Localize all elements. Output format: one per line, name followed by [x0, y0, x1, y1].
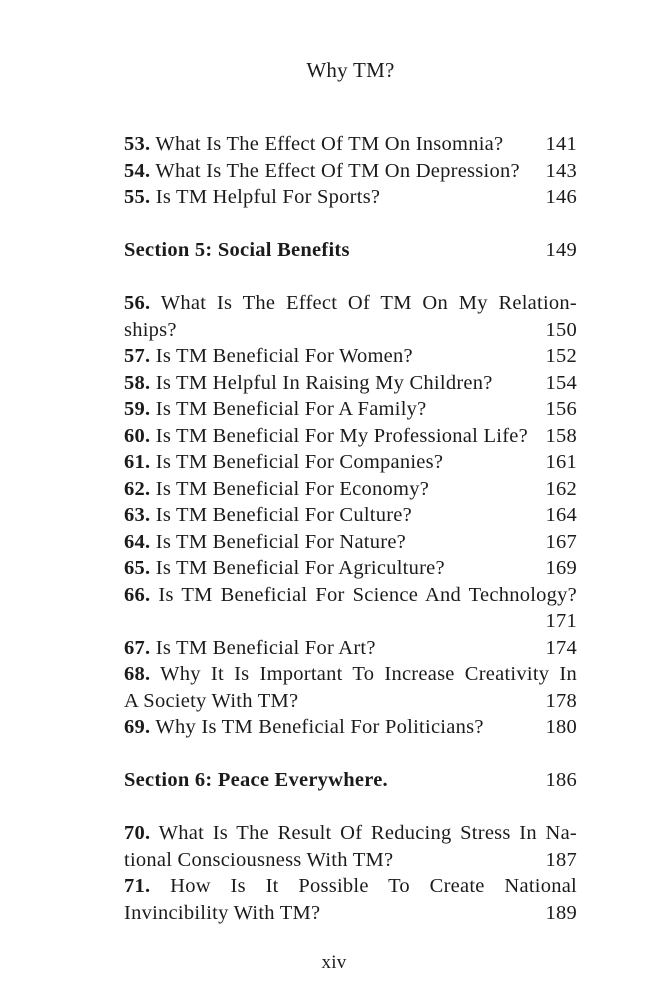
entry-question-line — [124, 158, 520, 185]
entry-page-number: 141 — [545, 133, 577, 155]
entry-number: 70. — [124, 822, 151, 844]
entry-page-number: 161 — [545, 451, 577, 473]
entry-question: How Is It Possible To Create National — [170, 875, 578, 897]
section-heading-row — [124, 767, 577, 794]
entry-question: Is TM Beneficial For A Family? — [155, 398, 427, 420]
entry-number: 53. — [124, 133, 151, 155]
entry-page-number: 162 — [545, 477, 577, 500]
entry-page-number: 171 — [545, 610, 577, 632]
entry-page-number: 189 — [545, 901, 577, 924]
entry-question: Why Is TM Beneficial For Politicians? — [155, 716, 484, 738]
entry-number: 65. — [124, 557, 151, 579]
entry-question: What Is The Effect Of TM On Insomnia? — [155, 133, 504, 155]
entry-page-number: 164 — [545, 504, 577, 526]
entry-number: 56. — [124, 292, 151, 314]
entry-question-line2 — [124, 317, 577, 344]
entry-question-line2 — [124, 688, 577, 715]
entry-page-number: 187 — [545, 848, 577, 871]
entry-question-line — [124, 476, 429, 503]
table-of-contents — [124, 131, 577, 926]
entry-question: Why It Is Important To Increase Creativity In — [160, 663, 577, 685]
entry-question-line — [124, 370, 493, 397]
toc-entry — [124, 502, 577, 529]
entry-question: Is TM Beneficial For Women? — [155, 345, 413, 367]
entry-question: Is TM Beneficial For Science And Technology? — [158, 583, 577, 606]
toc-entry — [124, 635, 577, 662]
entry-question: Is TM Helpful For Sports? — [155, 186, 381, 208]
entry-question-continuation: ships? — [124, 318, 177, 341]
toc-entry — [124, 396, 577, 423]
section-page-number: 186 — [545, 769, 577, 791]
entry-question-line1 — [124, 582, 577, 609]
toc-section-group — [124, 767, 577, 794]
entry-number: 58. — [124, 371, 151, 394]
entry-question-line — [124, 529, 406, 556]
toc-entry-group — [124, 820, 577, 926]
toc-entry — [124, 184, 577, 211]
entry-page-number: 169 — [545, 557, 577, 579]
entry-number: 54. — [124, 159, 151, 182]
section-heading: Section 6: Peace Everywhere. — [124, 769, 388, 791]
toc-section-group — [124, 237, 577, 264]
entry-question-line1 — [124, 290, 577, 317]
entry-question-continuation: A Society With TM? — [124, 689, 299, 712]
entry-question-line — [124, 502, 412, 529]
section-heading-row — [124, 237, 577, 264]
entry-number: 62. — [124, 477, 151, 500]
entry-question-line — [124, 555, 445, 582]
entry-question-line — [124, 396, 427, 423]
entry-question: Is TM Beneficial For Economy? — [155, 477, 430, 500]
entry-number: 68. — [124, 663, 151, 685]
entry-question-line — [124, 423, 528, 450]
entry-question: What Is The Effect Of TM On Depression? — [155, 159, 520, 182]
entry-question-line — [124, 449, 443, 476]
entry-question-continuation: Invincibility With TM? — [124, 901, 321, 924]
toc-entry — [124, 873, 577, 926]
entry-question-line2 — [124, 900, 577, 927]
entry-number: 61. — [124, 451, 151, 473]
entry-question-line1 — [124, 661, 577, 688]
entry-question: What Is The Effect Of TM On My Relation- — [160, 292, 577, 314]
running-header: Why TM? — [306, 58, 395, 82]
entry-question-line — [124, 184, 380, 211]
entry-question: Is TM Beneficial For Nature? — [155, 530, 407, 553]
entry-question-line — [124, 131, 503, 158]
entry-page-number: 150 — [545, 318, 577, 341]
entry-number: 66. — [124, 583, 151, 606]
entry-number: 57. — [124, 345, 151, 367]
entry-question-line1 — [124, 820, 577, 847]
entry-page-number: 180 — [545, 716, 577, 738]
toc-entry — [124, 290, 577, 343]
entry-number: 64. — [124, 530, 151, 553]
entry-question-line2 — [124, 847, 577, 874]
entry-page-number: 143 — [545, 159, 577, 182]
entry-page-number: 158 — [545, 424, 577, 447]
toc-entry — [124, 370, 577, 397]
toc-entry — [124, 158, 577, 185]
toc-entry — [124, 449, 577, 476]
entry-question: Is TM Beneficial For My Professional Life? — [155, 424, 528, 447]
entry-page-number: 178 — [545, 689, 577, 712]
entry-page-number: 167 — [545, 530, 577, 553]
section-heading: Section 5: Social Benefits — [124, 239, 350, 261]
toc-entry — [124, 820, 577, 873]
toc-entry — [124, 423, 577, 450]
entry-number: 71. — [124, 875, 151, 897]
entry-number: 69. — [124, 716, 151, 738]
entry-page-number: 174 — [545, 636, 577, 659]
entry-page-number: 156 — [545, 398, 577, 420]
entry-question-continuation: tional Consciousness With TM? — [124, 848, 394, 871]
toc-entry — [124, 555, 577, 582]
toc-entry-group — [124, 131, 577, 211]
entry-question: Is TM Beneficial For Art? — [155, 636, 376, 659]
entry-question: Is TM Helpful In Raising My Children? — [155, 371, 493, 394]
toc-entry — [124, 476, 577, 503]
entry-question-line — [124, 635, 376, 662]
toc-entry — [124, 714, 577, 741]
entry-question: Is TM Beneficial For Companies? — [155, 451, 444, 473]
entry-page-number: 152 — [545, 345, 577, 367]
section-page-number: 149 — [545, 239, 577, 261]
entry-question: Is TM Beneficial For Agriculture? — [155, 557, 445, 579]
entry-number: 55. — [124, 186, 151, 208]
entry-question: Is TM Beneficial For Culture? — [155, 504, 412, 526]
toc-entry — [124, 529, 577, 556]
page-number-folio: xiv — [321, 952, 347, 973]
entry-page-number: 146 — [545, 186, 577, 208]
entry-question-line — [124, 343, 413, 370]
entry-question-line1 — [124, 873, 577, 900]
toc-entry — [124, 131, 577, 158]
book-page-column — [124, 0, 577, 926]
entry-number: 63. — [124, 504, 151, 526]
entry-number: 59. — [124, 398, 151, 420]
entry-question: What Is The Result Of Reducing Stress In Na- — [158, 822, 577, 844]
entry-page-number: 154 — [545, 371, 577, 394]
toc-entry-group — [124, 290, 577, 741]
entry-question-line — [124, 714, 484, 741]
entry-question-line2 — [124, 608, 577, 635]
toc-entry — [124, 343, 577, 370]
toc-entry — [124, 582, 577, 635]
toc-entry — [124, 661, 577, 714]
entry-number: 67. — [124, 636, 151, 659]
entry-number: 60. — [124, 424, 151, 447]
